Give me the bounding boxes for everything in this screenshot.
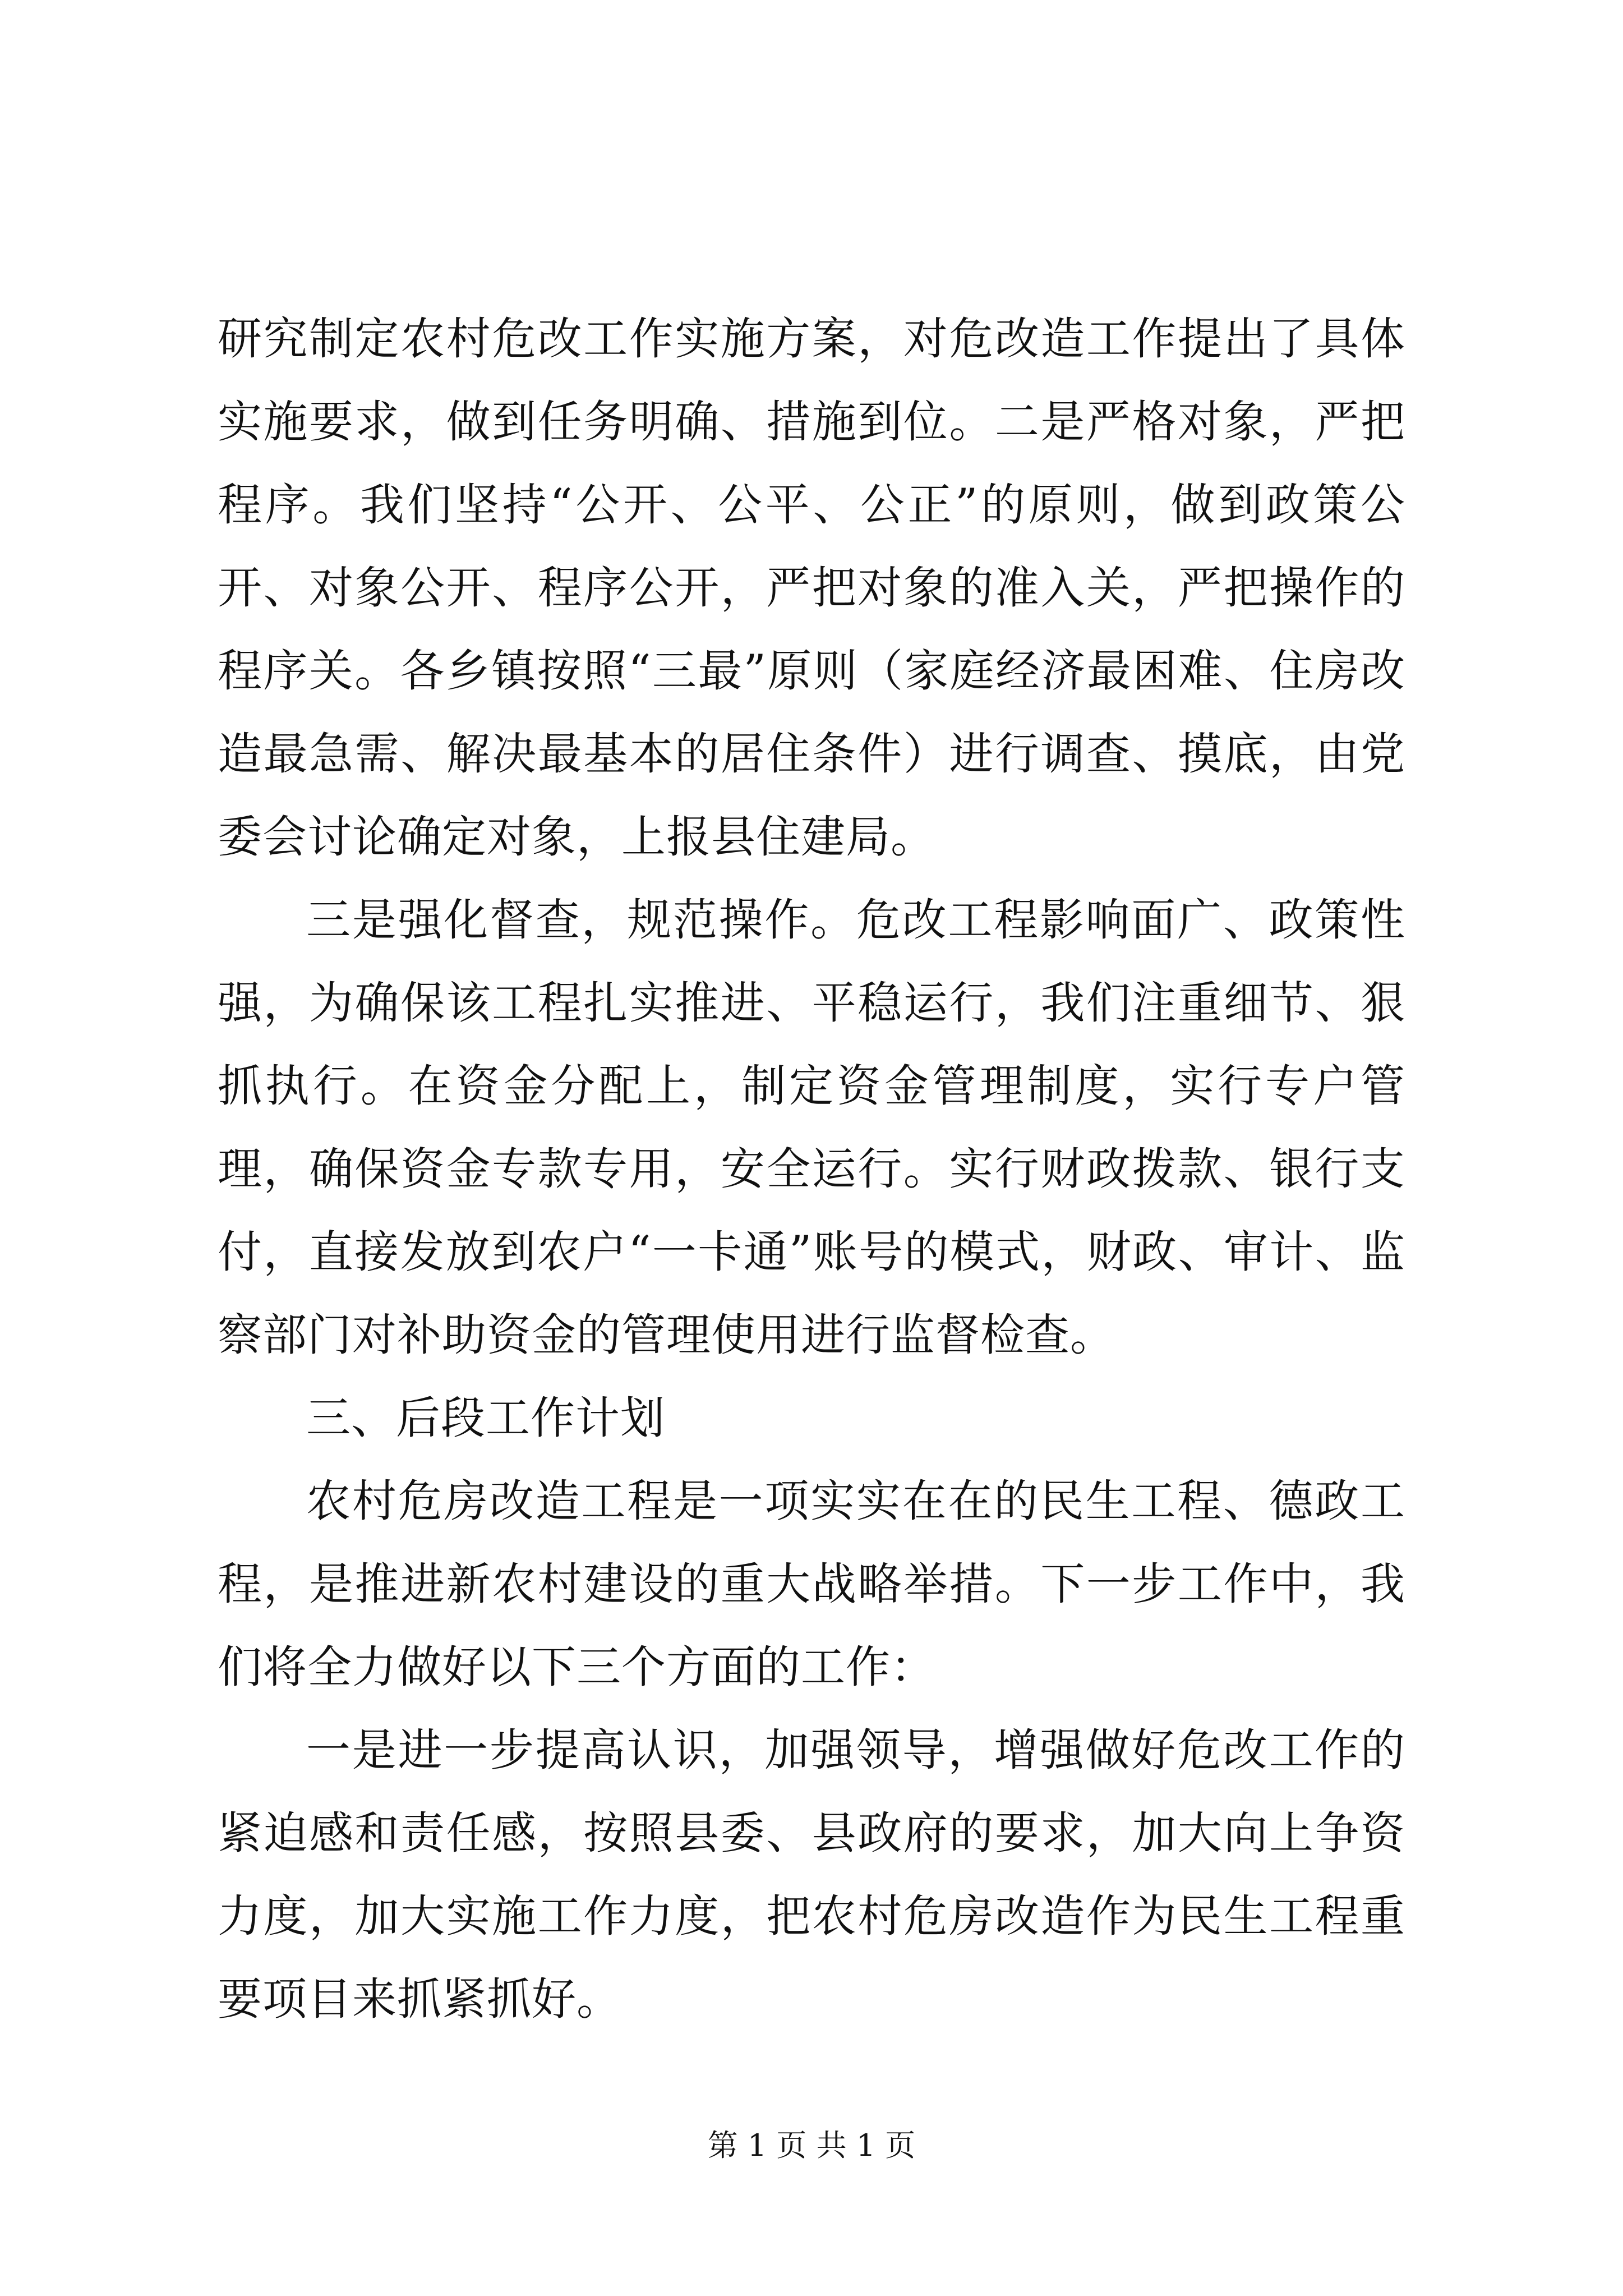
paragraph-continuation: 研究制定农村危改工作实施方案，对危改造工作提出了具体实施要求，做到任务明确、措施到位。二是严格对象，严把程序。我们坚持“公开、公平、公正”的原则，做到政策公开、对象公开、程序公开，严把对象的准入关，严把操作的程序关。各乡镇按照“三最”原则（家庭经济最困难、住房改造最急需、解决最基本的居住条件）进行调查、摸底，由党委会讨论确定对象，上报县住建局。 [218,313,1405,863]
section-heading: 三、后段工作计划 [306,1392,665,1444]
document-body [218,297,1405,2041]
paragraph-plan-intro: 农村危房改造工程是一项实实在在的民生工程、德政工程，是推进新农村建设的重大战略举措。下一步工作中，我们将全力做好以下三个方面的工作： [218,1475,1405,1693]
page-footer: 第 1 页 共 1 页 [707,2128,916,2163]
paragraph-supervision: 三是强化督查，规范操作。危改工程影响面广、政策性强，为确保该工程扎实推进、平稳运行，我们注重细节、狠抓执行。在资金分配上，制定资金管理制度，实行专户管理，确保资金专款专用，安全运行。实行财政拨款、银行支付，直接发放到农户“一卡通”账号的模式，财政、审计、监察部门对补助资金的管理使用进行监督检查。 [218,894,1405,1361]
paragraph-plan-item-1: 一是进一步提高认识，加强领导，增强做好危改工作的紧迫感和责任感，按照县委、县政府的要求，加大向上争资力度，加大实施工作力度，把农村危房改造作为民生工程重要项目来抓紧抓好。 [218,1724,1405,2025]
